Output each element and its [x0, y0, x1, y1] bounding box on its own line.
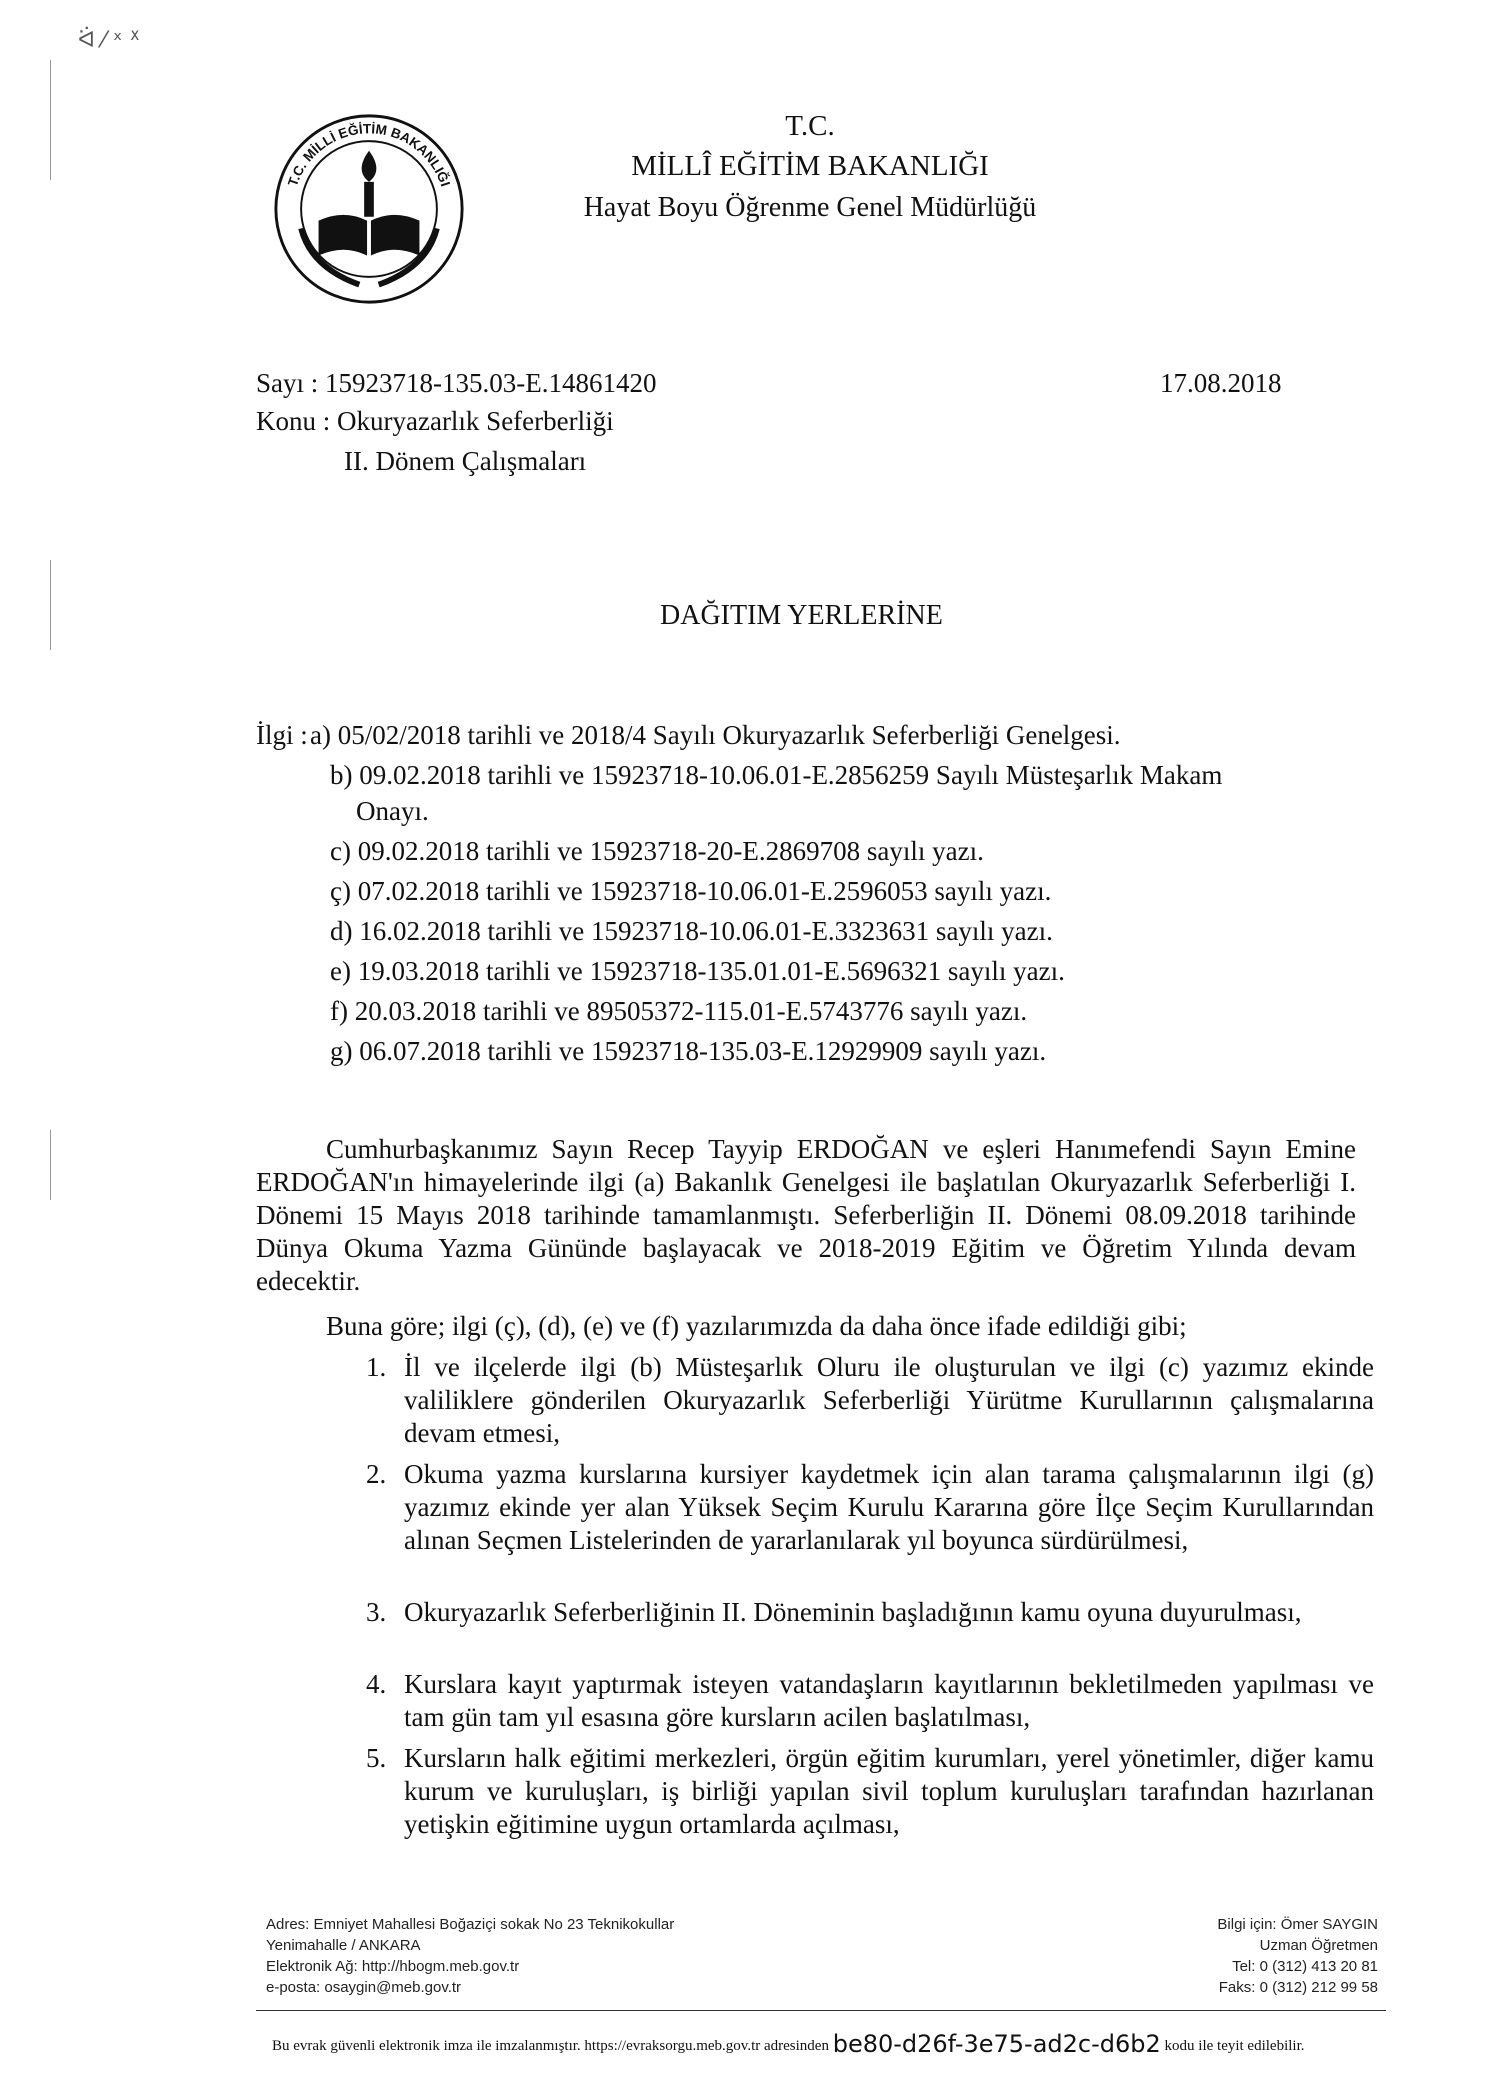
scan-artifact-line: [50, 560, 51, 650]
e-signature-verification: [272, 2030, 1305, 2058]
verification-code: be80-d26f-3e75-ad2c-d6b2: [832, 2030, 1161, 2058]
header-directorate: Hayat Boyu Öğrenme Genel Müdürlüğü: [583, 192, 1037, 223]
document-date: 17.08.2018: [1160, 368, 1282, 398]
footer-address: [266, 1914, 674, 1998]
document-subject: Konu : Okuryazarlık Seferberliği: [256, 406, 614, 436]
footer-contact-title: Uzman Öğretmen: [1259, 1937, 1378, 1954]
reference-item: g) 06.07.2018 tarihli ve 15923718-135.03-E.12929909 sayılı yazı.: [330, 1036, 1047, 1066]
footer-fax: Faks: 0 (312) 212 99 58: [1218, 1979, 1378, 1996]
verification-text-end: kodu ile teyit edilebilir.: [1164, 2038, 1305, 2054]
body-paragraph: Cumhurbaşkanımız Sayın Recep Tayyip ERDOĞAN ve eşleri Hanımefendi Sayın Emine ERDOĞAN'ın himayelerinde ilgi (a) Bakanlık Genelgesi ile başlatılan Okuryazarlık Seferberliği I. Dönemi 15 Mayıs 2018 tarihinde tamamlanmıştı. Seferberliğin II. Dönemi 08.09.2018 tarihinde Dünya Okuma Yazma Gününde başlayacak ve 2018-2019 Eğitim ve Öğretim Yılında devam edecektir.: [256, 1134, 1356, 1296]
reference-item: d) 16.02.2018 tarihli ve 15923718-10.06.01-E.3323631 sayılı yazı.: [330, 916, 1053, 946]
reference-item: f) 20.03.2018 tarihli ve 89505372-115.01-E.5743776 sayılı yazı.: [330, 996, 1028, 1026]
footer-website: Elektronik Ağ: http://hbogm.meb.gov.tr: [266, 1958, 520, 1975]
list-item-text: İl ve ilçelerde ilgi (b) Müsteşarlık Oluru ile oluşturulan ve ilgi (c) yazımız ekinde valiliklere gönderilen Okuryazarlık Seferberliği Yürütme Kurullarının çalışmalarına devam etmesi,: [404, 1352, 1374, 1448]
references-label: İlgi :: [256, 720, 308, 750]
scan-scribble: ᐛ ⁄ ˣ ᕽ: [78, 28, 140, 53]
list-item-number: 4.: [366, 1669, 387, 1699]
reference-item: b) 09.02.2018 tarihli ve 15923718-10.06.01-E.2856259 Sayılı Müsteşarlık Makam: [330, 760, 1223, 790]
header-tc: T.C.: [785, 110, 835, 142]
reference-item: a) 05/02/2018 tarihli ve 2018/4 Sayılı Okuryazarlık Seferberliği Genelgesi.: [310, 720, 1121, 750]
document-subject-cont: II. Dönem Çalışmaları: [344, 446, 587, 476]
footer-address-line: Adres: Emniyet Mahallesi Boğaziçi sokak No 23 Teknikokullar: [266, 1916, 675, 1933]
reference-item: e) 19.03.2018 tarihli ve 15923718-135.01.01-E.5696321 sayılı yazı.: [330, 956, 1065, 986]
body-paragraph: Buna göre; ilgi (ç), (d), (e) ve (f) yazılarımızda da daha önce ifade edildiği gibi;: [326, 1311, 1187, 1341]
list-item-number: 2.: [366, 1459, 387, 1489]
reference-item: ç) 07.02.2018 tarihli ve 15923718-10.06.01-E.2596053 sayılı yazı.: [330, 876, 1052, 906]
reference-item: Onayı.: [356, 796, 429, 826]
list-item-text: Okuryazarlık Seferberliğinin II. Döneminin başladığının kamu oyuna duyurulması,: [404, 1597, 1302, 1627]
list-item-number: 1.: [366, 1352, 387, 1382]
footer-divider: [256, 2010, 1386, 2011]
header-ministry: MİLLÎ EĞİTİM BAKANLIĞI: [631, 150, 989, 182]
footer-contact-person: Bilgi için: Ömer SAYGIN: [1217, 1916, 1378, 1933]
ministry-seal-logo: [272, 112, 466, 306]
document-number: Sayı : 15923718-135.03-E.14861420: [256, 368, 657, 398]
list-item-text: Okuma yazma kurslarına kursiyer kaydetmek için alan tarama çalışmalarının ilgi (g) yazımız ekinde yer alan Yüksek Seçim Kurulu Kararına göre İlçe Seçim Kurullarından alınan Seçmen Listelerinden de yararlanılarak yıl boyunca sürdürülmesi,: [404, 1459, 1374, 1555]
scan-artifact-line: [50, 1130, 51, 1200]
footer-address-line: Yenimahalle / ANKARA: [266, 1937, 421, 1954]
scan-artifact-line: [50, 60, 51, 180]
recipient-heading: DAĞITIM YERLERİNE: [660, 600, 943, 631]
footer-phone: Tel: 0 (312) 413 20 81: [1232, 1958, 1378, 1975]
seal-ring-text: T.C. MİLLİ EĞİTİM BAKANLIĞI: [285, 121, 453, 189]
list-item-number: 3.: [366, 1597, 387, 1627]
list-item-text: Kurslara kayıt yaptırmak isteyen vatandaşların kayıtlarının bekletilmeden yapılması ve tam gün tam yıl esasına göre kursların acilen başlatılması,: [404, 1669, 1374, 1732]
footer-contact: [1060, 1914, 1378, 1998]
list-item-text: Kursların halk eğitimi merkezleri, örgün eğitim kurumları, yerel yönetimler, diğer kamu kurum ve kuruluşları, iş birliği yapılan sivil toplum kuruluşları tarafından hazırlanan yetişkin eğitimine uygun ortamlarda açılması,: [404, 1743, 1374, 1839]
list-item-number: 5.: [366, 1743, 387, 1773]
reference-item: c) 09.02.2018 tarihli ve 15923718-20-E.2869708 sayılı yazı.: [330, 836, 984, 866]
footer-email: e-posta: osaygin@meb.gov.tr: [266, 1979, 462, 1996]
verification-text: Bu evrak güvenli elektronik imza ile imzalanmıştır. https://evraksorgu.meb.gov.tr adresinden: [272, 2038, 829, 2054]
